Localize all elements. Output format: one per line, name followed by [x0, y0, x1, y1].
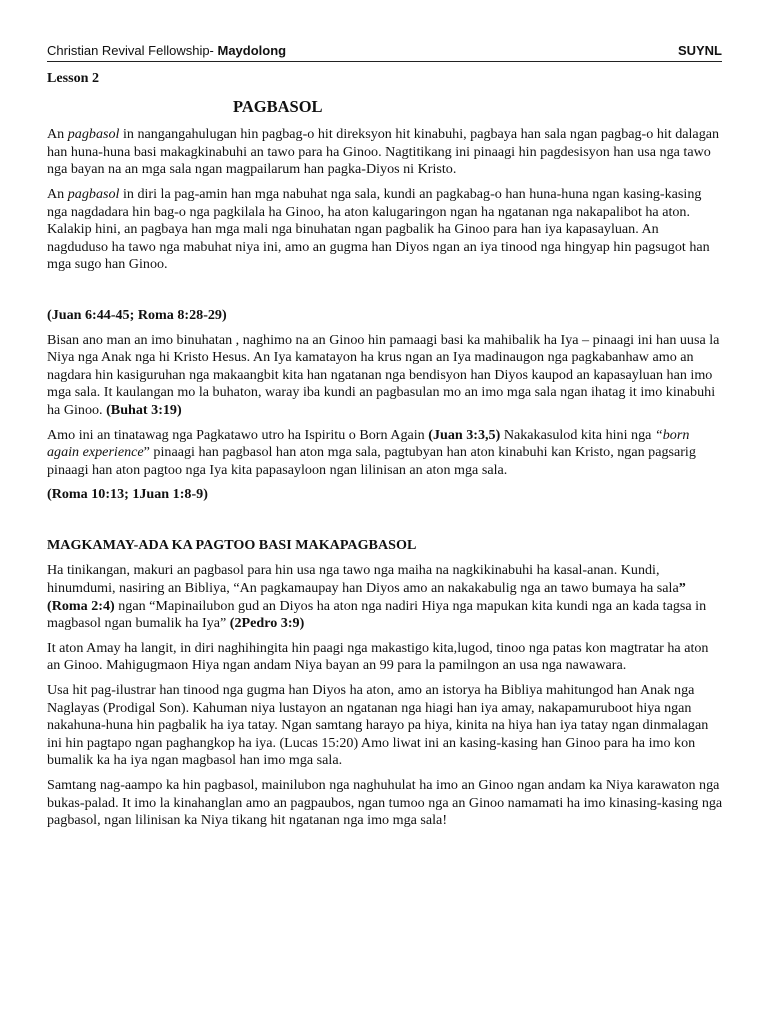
p5-reference-1: (Roma 2:4): [47, 597, 115, 614]
spacer: [47, 511, 723, 537]
spacer: [47, 281, 723, 307]
p2-pre: An: [47, 185, 68, 202]
p1-rest: in nangangahulugan hin pagbag-o hit direksyon hit kinabuhi, pagbaya han sala ngan pagbag-o hit dalagan han huna-huna basi makagkinabuhi an tawo para ha Ginoo. Nagtitikang ini pinaagi hin pagdesisyon han usa nga tawo nga bayan na an mga sala ngan magpailarum han pagka-Diyos ni Kristo.: [47, 126, 720, 178]
header-org-location: Maydolong: [217, 43, 287, 58]
p3-reference: (Buhat 3:19): [106, 401, 182, 418]
paragraph-1: [47, 126, 723, 179]
lesson-label: Lesson 2: [47, 70, 100, 86]
p4-reference: (Juan 3:3,5): [428, 426, 501, 443]
paragraph-5: [47, 562, 723, 632]
p3-text: Bisan ano man an imo binuhatan , naghimo na an Ginoo hin pamaagi basi ka mahibalik ha Iya – pinaagi ini han uusa la Niya nga Anak nga hi Kristo Hesus. An Iya kamatayon ha krus ngan an Iya madinaugon nga pagkabanhaw amo an nagdara hin kasiguruhan nga makaangbit kita han ngatanan nga bendisyon han Diyos kaupod an kapasayluan han imo mga sala. It kaulangan mo la buhaton, waray iba kundi an pagbasulan mo an imo mga sala ngan ihatag it imo kinabuhi ha Ginoo.: [47, 331, 720, 418]
p4-pre: Amo ini an tinatawag nga Pagkatawo utro ha Ispiritu o Born Again: [47, 426, 429, 443]
p2-rest: in diri la pag-amin han mga nabuhat nga sala, kundi an pagkabag-o han huna-huna ngan kasing-kasing nga nagdadara hin bag-o nga pagkilala ha Ginoo, ha aton kalugaringon ngan ha ngatanan nga nakapalibot ha aton. Kalakip hini, an pagbaya han mga mali nga binuhatan ngan pagbalik ha Ginoo para han iya kapasayluan. An nagduduso ha tawo nga mabuhat niya ini, amo an gugma han Diyos ngan an iya tinood nga hingyap hin pagsugot han mga sugo han Ginoo.: [47, 185, 710, 273]
paragraph-2: [47, 186, 723, 274]
paragraph-6: It aton Amay ha langit, in diri naghihingita hin paagi nga makastigo kita,lugod, tinoo nga patas kon magtratar ha aton an Ginoo. Mahigugmaon Hiya ngan andam Niya bayan an 99 para la pamilngon an usa nga nawawara.: [47, 639, 709, 674]
page-header: [47, 43, 722, 62]
paragraph-7: Usa hit pag-ilustrar han tinood nga gugma han Diyos ha aton, amo an istorya ha Bibliya mahitungod han Anak nga Naglayas (Prodigal Son). Kahuman niya lustayon an ngatanan nga hiagi han iya amay, nakapamuruboot hiya ngan nakahuna-huna hin pagbalik ha iya tatay. Ngan samtang harayo pa hiya, kinita na hiya han iya tatay ngan dinmalagan ini hin pagtapo ngan paghangkop ha iya. (Lucas 15:20) Amo liwat ini an kasing-kasing han Ginoo para ha imo kon bumalik ka ha iya ngan magbasol han imo mga sala.: [47, 682, 709, 769]
header-organization: [47, 43, 286, 58]
paragraph-8: Samtang nag-aampo ka hin pagbasol, mainilubon nga naghuhulat ha imo an Ginoo ngan andam ka Niya karawaton nga bukas-palad. It imo la kinahanglan amo an pagpaubos, ngan tumoo nga an Ginoo namamati ha imo kinasing-kasing nga pagbasol, ngan lilinisan ka Niya tikang hit ngatanan nga imo mga sala!: [47, 777, 723, 829]
document-title: PAGBASOL: [233, 96, 323, 116]
p1-italic-term: pagbasol: [67, 126, 120, 143]
header-org-prefix: Christian Revival Fellowship-: [47, 43, 218, 58]
p5-reference-2: (2Pedro 3:9): [229, 615, 305, 632]
scripture-reference-2: (Roma 10:13; 1Juan 1:8-9): [47, 486, 208, 503]
p5-mid: ngan “Mapinailubon gud an Diyos ha aton nga nadiri Hiya nga mapukan kita kundi nga an kada tagsa in magbasol ngan bumalik ha Iya”: [47, 597, 707, 632]
paragraph-3: [47, 332, 723, 420]
p4-italic-phrase: “born again experience: [47, 426, 690, 461]
scripture-reference-1: (Juan 6:44-45; Roma 8:28-29): [47, 306, 227, 323]
p5-pre: Ha tinikangan, makuri an pagbasol para hin usa nga tawo nga maiha na nagkikinabuhi ha kasal-anan. Kundi, hinumdumi, nasiring an Bibliya, “An pagkamaupay han Diyos amo an nakakabulig nga an tawo bumaya ha sala: [47, 562, 679, 597]
p1-pre: An: [47, 126, 68, 143]
section-heading: MAGKAMAY-ADA KA PAGTOO BASI MAKAPAGBASOL: [47, 536, 417, 553]
p4-rest: ” pinaagi han pagbasol han aton mga sala, pagtubyan han aton kinabuhi kan Kristo, ngan pagsarig pinaagi han aton pagtoo nga Iya kita papasayloon ngan lilinisan an aton mga sala.: [47, 444, 696, 478]
paragraph-4: [47, 427, 723, 480]
header-right-label: SUYNL: [677, 43, 722, 58]
document-body: [47, 70, 723, 837]
p5-quote-mark: ”: [678, 580, 686, 597]
p4-mid: Nakakasulod kita hini nga: [500, 426, 655, 443]
p2-italic-term: pagbasol: [67, 185, 120, 202]
